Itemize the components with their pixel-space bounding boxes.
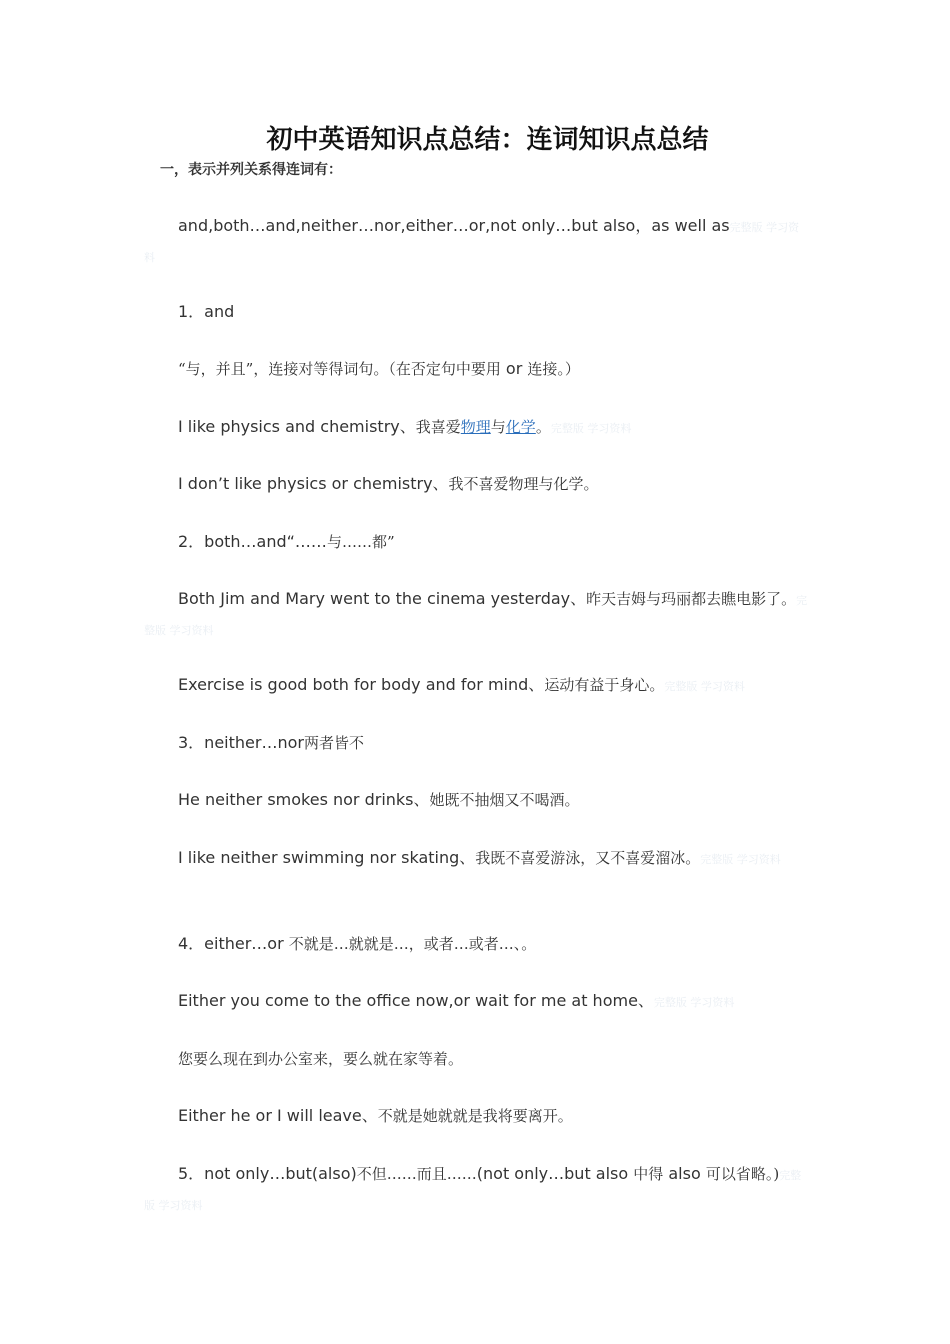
watermark-text: 完整版 学习资料 — [653, 996, 735, 1009]
example-4 — [144, 671, 810, 701]
example-6 — [144, 844, 810, 874]
example-2 — [144, 470, 810, 498]
heading-both-and-cn: 与……都” — [326, 533, 395, 551]
example-5-en: He neither smokes nor drinks、 — [178, 790, 430, 809]
example-3-cn: 昨天吉姆与玛丽都去瞧电影了。 — [586, 590, 797, 608]
example-6-en: I like neither swimming nor skating、 — [178, 848, 476, 867]
example-8-cn: 不就是她就就是我将要离开。 — [377, 1107, 573, 1125]
example-2-en: I don’t like physics or chemistry、 — [178, 474, 449, 493]
watermark-text: 完整版 学习资料 — [144, 594, 808, 637]
link-chemistry[interactable]: 化学 — [505, 418, 536, 436]
document-title: 初中英语知识点总结：连词知识点总结 — [266, 125, 709, 155]
example-5-cn: 她既不抽烟又不喝酒。 — [429, 791, 580, 809]
example-7-cn: 您要么现在到办公室来，要么就在家等着。 — [178, 1050, 464, 1068]
and-desc-or: or — [500, 359, 528, 378]
heading-either-or-cn: 不就是…就就是…，或者…或者…、。 — [288, 935, 537, 953]
example-1 — [144, 413, 810, 443]
heading-neither-nor — [144, 729, 810, 757]
example-1-cn-2: 与 — [490, 418, 506, 436]
example-4-en: Exercise is good both for body and for mind、 — [178, 675, 545, 694]
link-physics[interactable]: 物理 — [460, 418, 491, 436]
heading-and-text: 1．and — [178, 302, 235, 321]
section-heading: 一，表示并列关系得连词有： — [160, 162, 342, 178]
example-5 — [144, 786, 810, 814]
heading-either-or-en: 4．either…or — [178, 934, 289, 953]
example-6-cn: 我既不喜爱游泳，又不喜爱溜冰。 — [475, 849, 701, 867]
example-8-en: Either he or I will leave、 — [178, 1106, 378, 1125]
heading-both-and — [144, 528, 810, 556]
intro-text: and,both…and,neither…nor,either…or,not only…but also，as well as — [178, 216, 730, 235]
heading-neither-nor-en: 3．neither…nor — [178, 733, 304, 752]
and-desc-text-2: 连接。） — [527, 360, 580, 378]
paragraph-intro — [144, 212, 810, 272]
example-3-en: Both Jim and Mary went to the cinema yesterday、 — [178, 589, 587, 608]
example-7 — [144, 987, 810, 1017]
watermark-text: 完整版 学习资料 — [144, 1169, 802, 1212]
heading-not-only-en-3: also — [663, 1164, 706, 1183]
heading-not-only-cn-2: 中得 — [633, 1165, 664, 1183]
example-1-en: I like physics and chemistry、 — [178, 417, 416, 436]
heading-and — [144, 298, 810, 326]
watermark-text: 完整版 学习资料 — [550, 422, 632, 435]
example-2-cn: 我不喜爱物理与化学。 — [448, 475, 599, 493]
example-8 — [144, 1102, 810, 1130]
heading-both-and-en: 2．both…and“…… — [178, 532, 327, 551]
heading-neither-nor-cn: 两者皆不 — [303, 734, 364, 752]
and-desc-text: “与，并且”，连接对等得词句。（在否定句中要用 — [178, 360, 501, 378]
example-1-cn-3: 。 — [535, 418, 551, 436]
heading-not-only-but-also — [144, 1160, 810, 1220]
example-7-en: Either you come to the office now,or wait for me at home、 — [178, 991, 654, 1010]
heading-either-or — [144, 930, 810, 958]
heading-not-only-en-2: (not only…but also — [476, 1164, 634, 1183]
watermark-text: 完整版 学习资料 — [144, 221, 800, 264]
example-7-translation — [144, 1045, 810, 1073]
example-1-cn: 我喜爱 — [415, 418, 461, 436]
heading-not-only-cn-3: 可以省略。) — [705, 1165, 780, 1183]
example-3 — [144, 585, 810, 645]
watermark-text: 完整版 学习资料 — [700, 853, 781, 866]
example-4-cn: 运动有益于身心。 — [544, 676, 665, 694]
watermark-text: 完整版 学习资料 — [664, 680, 745, 693]
heading-not-only-cn: 不但……而且…… — [356, 1165, 477, 1183]
paragraph-and-desc — [144, 355, 810, 383]
heading-not-only-en: 5．not only…but(also) — [178, 1164, 357, 1183]
